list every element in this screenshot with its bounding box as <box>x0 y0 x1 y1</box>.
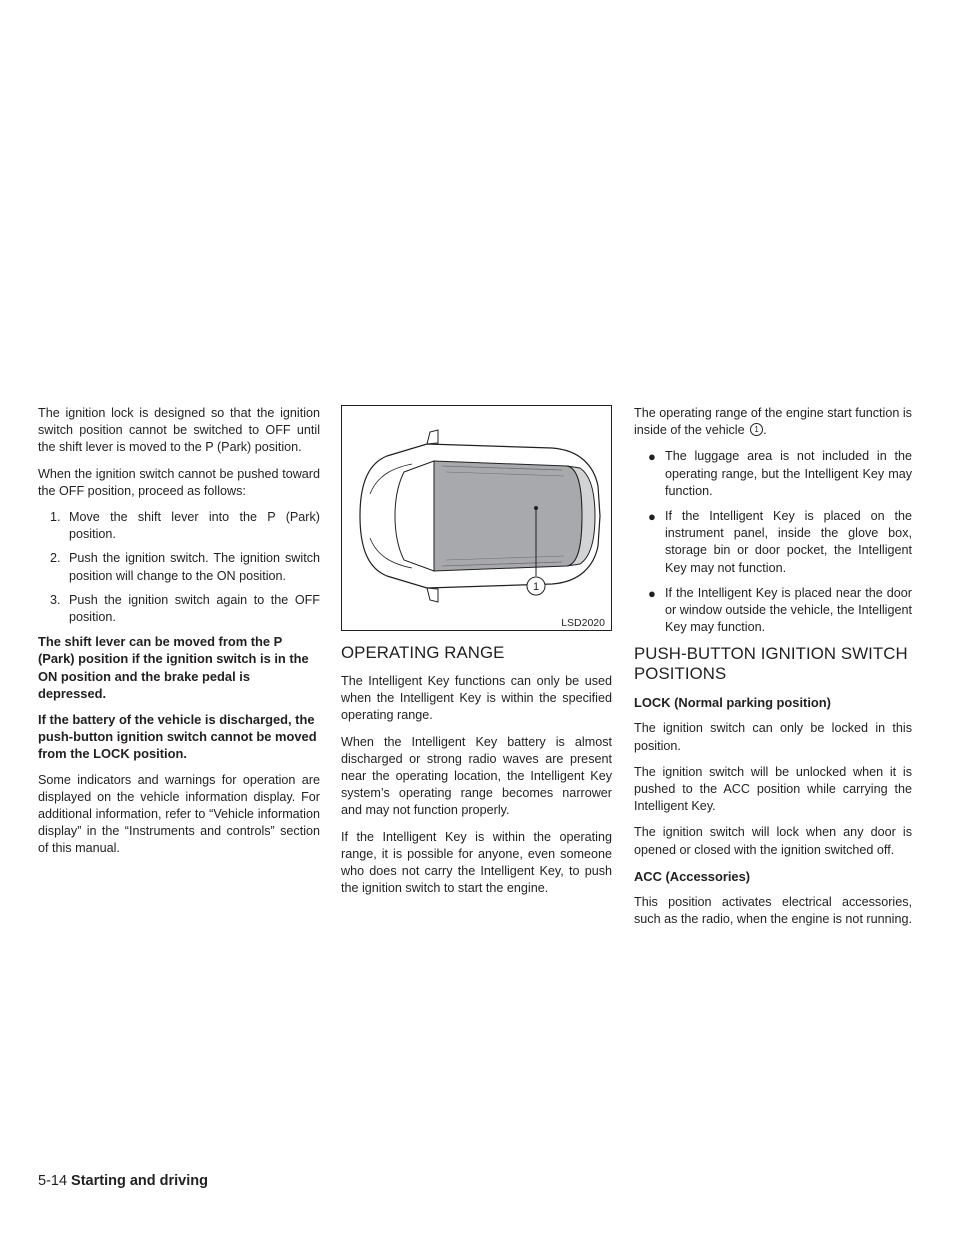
operating-range-paragraph-2: When the Intelligent Key battery is almost discharged or strong radio waves are present near the operating location, the Intelligent Key system’s operating range becomes narrower and may not function properly. <box>341 734 612 818</box>
lock-position-title: LOCK (Normal parking position) <box>634 695 831 711</box>
figure-callout-number: 1 <box>532 581 540 593</box>
bullet-item <box>634 448 912 500</box>
figure-code: LSD2020 <box>561 617 605 629</box>
intro-paragraph: The ignition lock is designed so that the ignition switch position cannot be switched to OFF until the shift lever is moved to the P (Park) position. <box>38 406 320 455</box>
column-right <box>634 405 912 937</box>
operating-range-heading: OPERATING RANGE <box>341 643 505 662</box>
bullet-text: If the Intelligent Key is placed near the door or window outside the vehicle, the Intelligent Key may function. <box>665 585 912 635</box>
callout-ref-circle: 1 <box>750 423 763 436</box>
column-middle <box>341 405 612 906</box>
page-number: 5-14 <box>38 1173 68 1189</box>
step-item <box>38 592 320 626</box>
vehicle-top-view-illustration <box>342 406 612 631</box>
operating-range-paragraph-1: The Intelligent Key functions can only be used when the Intelligent Key is within the specified operating range. <box>341 674 612 723</box>
step-text: Push the ignition switch again to the OFF position. <box>69 592 320 625</box>
step-number: 3. <box>50 592 61 607</box>
vehicle-operating-range-figure <box>341 405 612 631</box>
bullet-icon: ● <box>648 585 656 601</box>
bullet-icon: ● <box>648 449 656 465</box>
bullet-icon: ● <box>648 509 656 525</box>
switch-positions-heading: PUSH-BUTTON IGNITION SWITCH POSITIONS <box>634 644 908 684</box>
step-text: Move the shift lever into the P (Park) position. <box>69 510 320 542</box>
bullet-text: The luggage area is not included in the operating range, but the Intelligent Key may function. <box>665 449 912 498</box>
cannot-push-paragraph: When the ignition switch cannot be pushed toward the OFF position, proceed as follows: <box>38 466 320 498</box>
step-number: 1. <box>50 510 61 525</box>
bullet-item <box>634 585 912 637</box>
section-title: Starting and driving <box>71 1173 208 1189</box>
engine-start-range-end: . <box>763 423 767 438</box>
page-footer <box>38 1173 208 1189</box>
info-display-paragraph: Some indicators and warnings for operation are displayed on the vehicle information display. For additional information, refer to “Vehicle information display” in the “Instruments and controls” section of this manual. <box>38 772 320 856</box>
lock-paragraph-3: The ignition switch will lock when any door is opened or closed with the ignition switched off. <box>634 825 912 857</box>
engine-start-range-text: The operating range of the engine start function is inside of the vehicle <box>634 406 912 438</box>
step-number: 2. <box>50 551 61 566</box>
step-item <box>38 550 320 584</box>
lock-paragraph-2: The ignition switch will be unlocked when it is pushed to the ACC position while carrying the Intelligent Key. <box>634 764 912 814</box>
shift-lever-note: The shift lever can be moved from the P (Park) position if the ignition switch is in the ON position and the brake pedal is depressed. <box>38 634 309 701</box>
acc-position-title: ACC (Accessories) <box>634 868 751 884</box>
bullet-text: If the Intelligent Key is placed on the instrument panel, inside the glove box, storage bin or door pocket, the Intelligent Key may not function. <box>665 509 912 575</box>
operating-range-paragraph-3: If the Intelligent Key is within the operating range, it is possible for anyone, even someone who does not carry the Intelligent Key, to push the ignition switch to start the engine. <box>341 829 612 896</box>
lock-paragraph-1: The ignition switch can only be locked in this position. <box>634 721 912 753</box>
column-left <box>38 405 320 867</box>
step-item <box>38 509 320 543</box>
step-text: Push the ignition switch. The ignition switch position will change to the ON position. <box>69 551 320 583</box>
acc-paragraph-1: This position activates electrical accessories, such as the radio, when the engine is not running. <box>634 894 912 927</box>
battery-note: If the battery of the vehicle is discharged, the push-button ignition switch cannot be moved from the LOCK position. <box>38 712 317 762</box>
bullet-item <box>634 508 912 577</box>
engine-start-range-paragraph <box>634 405 912 439</box>
